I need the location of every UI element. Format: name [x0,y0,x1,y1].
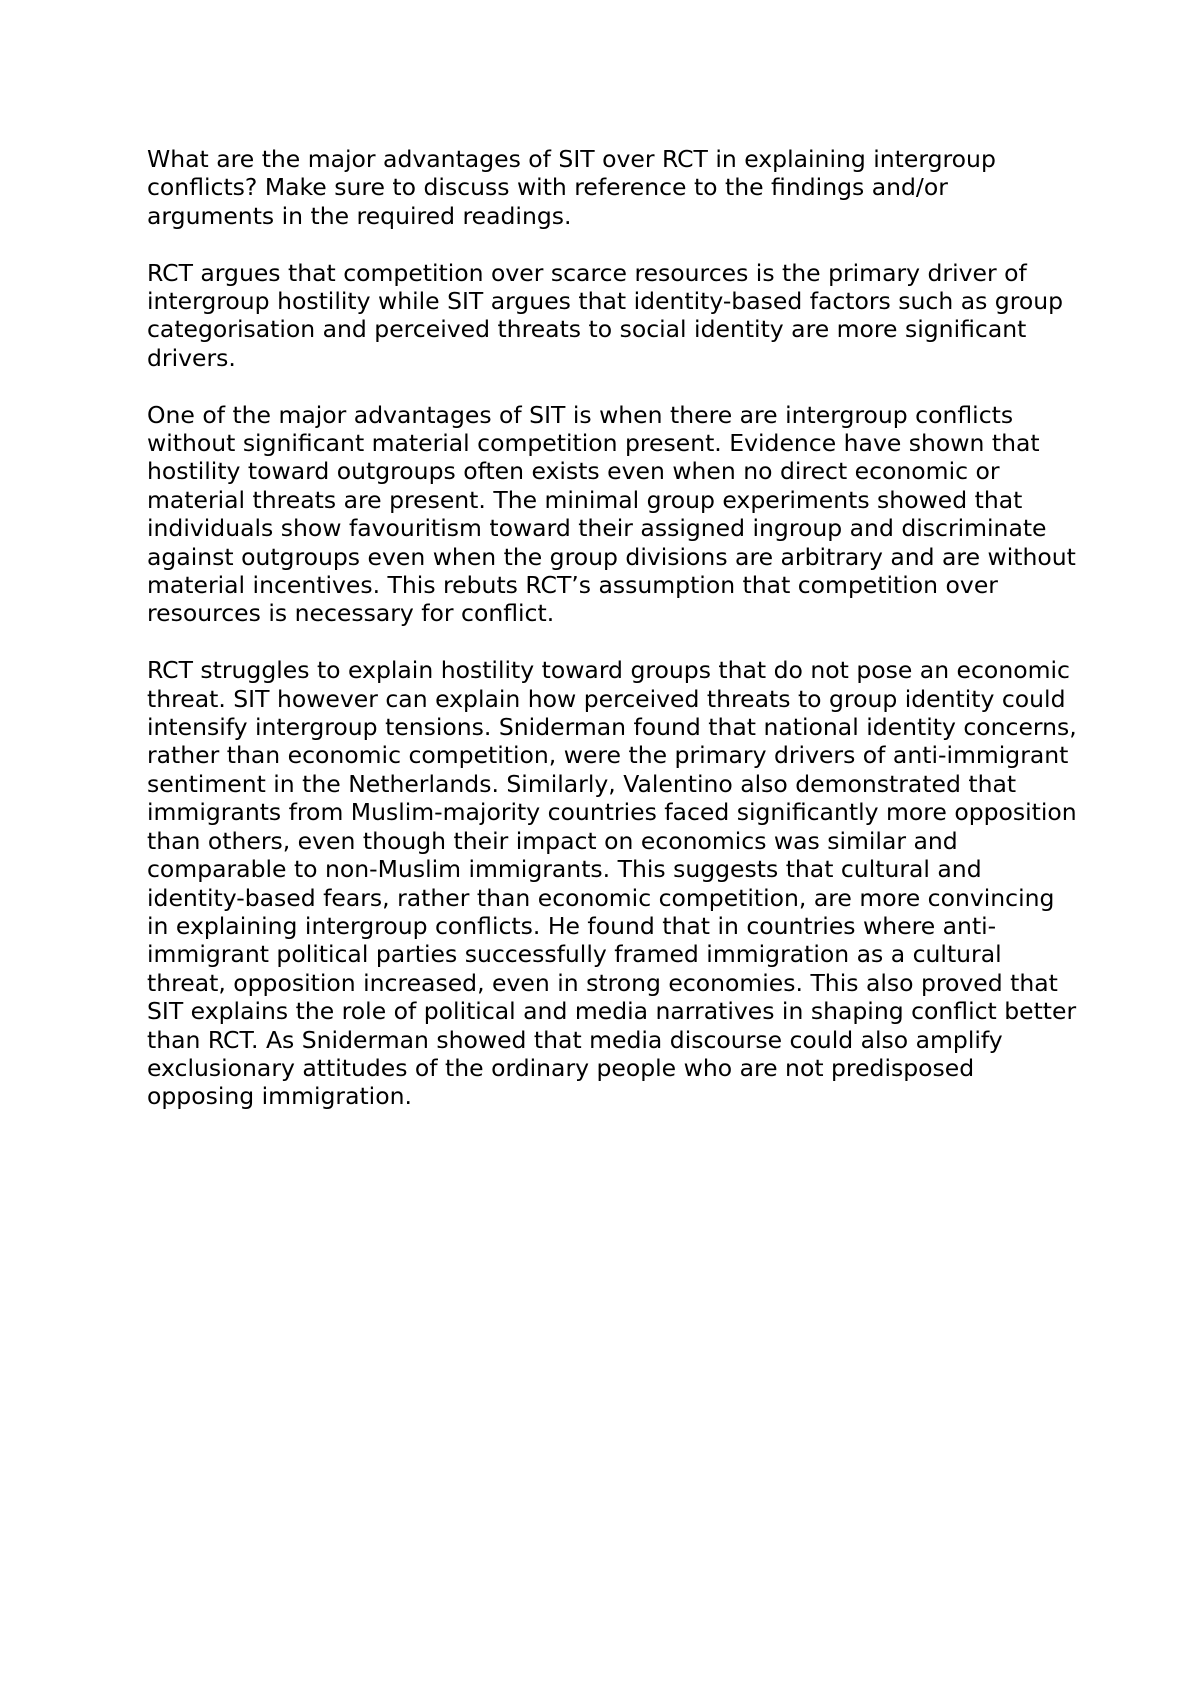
intro-paragraph: RCT argues that competition over scarce resources is the primary driver of intergroup hostility while SIT argues that identity-based factors such as group categorisation and perceived threats to social identity are more significant drivers. [147,258,1064,372]
body-paragraph-2: RCT struggles to explain hostility toward groups that do not pose an economic threat. SIT however can explain how perceived threats to group identity could intensify intergroup tensions. Sniderman found that national identity concerns, rather than economic competition, were the primary drivers of anti-immigrant sentiment in the Netherlands. Similarly, Valentino also demonstrated that immigrants from Muslim-majority countries faced significantly more opposition than others, even though their impact on economics was similar and comparable to non-Muslim immigrants. This suggests that cultural and identity-based fears, rather than economic competition, are more convincing in explaining intergroup conflicts. He found that in countries where anti-immigrant political parties successfully framed immigration as a cultural threat, opposition increased, even in strong economies. This also proved that SIT explains the role of political and media narratives in shaping conflict better than RCT. As Sniderman showed that media discourse could also amplify exclusionary attitudes of the ordinary people who are not predisposed opposing immigration. [147,656,1077,1111]
body-paragraph-1: One of the major advantages of SIT is when there are intergroup conflicts without significant material competition present. Evidence have shown that hostility toward outgroups often exists even when no direct economic or material threats are present. The minimal group experiments showed that individuals show favouritism toward their assigned ingroup and discriminate against outgroups even when the group divisions are arbitrary and are without material incentives. This rebuts RCT’s assumption that competition over resources is necessary for conflict. [147,400,1076,628]
document-body [147,145,1077,1139]
question-paragraph: What are the major advantages of SIT over RCT in explaining intergroup conflicts? Make sure to discuss with reference to the findings and/or arguments in the required readings. [147,145,996,230]
